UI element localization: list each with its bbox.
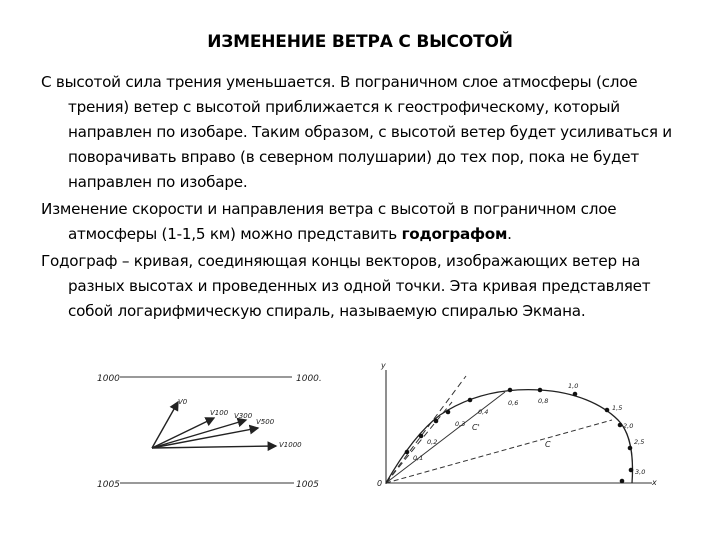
vector-label-v1000: V1000	[279, 441, 302, 449]
spiral-point	[618, 423, 623, 428]
point-label: 0,8	[538, 397, 549, 405]
vector-label-v100: V100	[210, 409, 229, 417]
spiral-point	[538, 388, 543, 393]
point-label: 2,5	[634, 438, 645, 446]
point-label: 0,6	[508, 399, 519, 407]
hodograph-term: годографом	[401, 225, 508, 243]
spiral-point	[468, 398, 473, 403]
point-label: 2,0	[623, 422, 634, 430]
vector-label-c: C	[545, 440, 551, 449]
spiral-point	[628, 446, 633, 451]
slide-title: ИЗМЕНЕНИЕ ВЕТРА С ВЫСОТОЙ	[207, 32, 513, 52]
isobar-label-top-left: 1000	[97, 374, 120, 384]
spiral-point	[434, 419, 439, 424]
point-label: 3,0	[635, 468, 646, 476]
point-label: 0,1	[413, 454, 424, 462]
spiral-point	[573, 392, 578, 397]
vector-c-prime	[386, 392, 505, 483]
paragraph-hodograph-intro-text: Изменение скорости и направления ветра с высотой в пограничном слое атмосферы (1-1,5 км) можно представить	[41, 200, 617, 243]
isobar-label-bottom-right: 1005	[296, 480, 319, 490]
spiral-point	[405, 450, 410, 455]
point-label: 1,5	[612, 404, 623, 412]
point-label: 0,3	[455, 420, 466, 428]
origin-label: 0	[377, 479, 383, 488]
paragraph-hodograph-intro-end: .	[507, 225, 512, 243]
point-label: 1,0	[568, 382, 579, 390]
vector-label-c-prime: C'	[472, 423, 480, 432]
vector-c-geostrophic	[386, 420, 612, 483]
spiral-point	[620, 479, 625, 484]
paragraph-ekman-spiral: Годограф – кривая, соединяющая концы векторов, изображающих ветер на разных высотах и проведенных из одной точки. Эта кривая представляет собой логарифмическую спираль, называемую спиралью Экмана.	[41, 252, 651, 320]
vector-label-v0: V0	[178, 398, 188, 406]
ray-dashed-upper	[386, 376, 466, 483]
vector-label-v300: V300	[234, 412, 253, 420]
spiral-point	[446, 410, 451, 415]
isobar-label-top-right: 1000.	[296, 374, 322, 384]
vector-label-v500: V500	[256, 418, 275, 426]
spiral-points	[405, 388, 634, 484]
point-label: 0,4	[478, 408, 489, 416]
spiral-point	[629, 468, 634, 473]
axis-x-label: x	[652, 478, 657, 487]
isobar-label-bottom-left: 1005	[97, 480, 120, 490]
spiral-point	[605, 408, 610, 413]
axis-y-label: y	[381, 361, 386, 370]
spiral-point	[419, 434, 424, 439]
paragraph-friction: С высотой сила трения уменьшается. В пограничном слое атмосферы (слое трения) ветер с высотой приближается к геострофическому, который направлен по изобаре. Таким образом, с высотой ветер будет усиливаться и поворачивать вправо (в северном полушарии) до тех пор, пока не будет направлен по изобаре.	[41, 73, 672, 191]
spiral-point	[508, 388, 513, 393]
point-label: 0,2	[427, 438, 438, 446]
